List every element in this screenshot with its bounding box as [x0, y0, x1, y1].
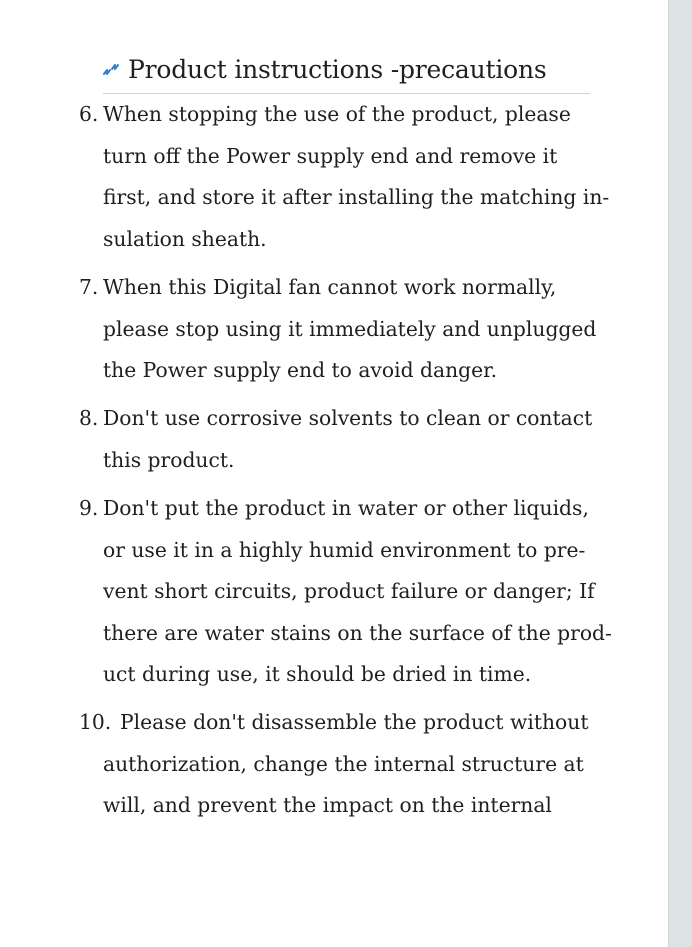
text-line: the Power supply end to avoid danger.: [103, 358, 498, 382]
text-line: Don't put the product in water or other liquids,: [103, 496, 589, 520]
list-item-number: 6.: [79, 102, 99, 126]
text-line: Please don't disassemble the product without: [120, 710, 589, 734]
text-line: there are water stains on the surface of the prod-: [103, 620, 612, 645]
scrollbar[interactable]: [668, 0, 692, 947]
section-heading: [103, 50, 590, 94]
text-line: turn off the Power supply end and remove it: [103, 143, 558, 168]
list-item-number: 10.: [79, 710, 112, 734]
text-line: this product.: [103, 447, 235, 472]
list-item-text: [103, 94, 609, 260]
list-item-number: 8.: [79, 406, 99, 430]
text-line: authorization, change the internal structure at: [103, 751, 584, 776]
text-line: please stop using it immediately and unplugged: [103, 316, 597, 341]
text-line: When this Digital fan cannot work normally,: [103, 275, 557, 299]
text-line: Don't use corrosive solvents to clean or contact: [103, 406, 593, 430]
text-line: uct during use, it should be dried in time.: [103, 662, 532, 686]
list-item-text: [103, 267, 596, 392]
text-line: When stopping the use of the product, please: [103, 102, 571, 126]
list-item-number: 9.: [79, 496, 99, 520]
list-item-text: [103, 398, 592, 481]
text-line: will, and prevent the impact on the internal: [103, 793, 552, 817]
double-tilde-squiggle-icon: [103, 60, 121, 78]
text-line: sulation sheath.: [103, 226, 267, 251]
text-line: first, and store it after installing the matching in-: [103, 185, 610, 209]
list-item-number: 7.: [79, 275, 99, 299]
list-item-text: [103, 702, 588, 827]
text-line: or use it in a highly humid environment to pre-: [103, 537, 586, 562]
page-title: Product instructions -precautions: [128, 55, 547, 84]
list-item-text: [103, 488, 612, 696]
text-line: vent short circuits, product failure or danger; If: [103, 579, 595, 603]
